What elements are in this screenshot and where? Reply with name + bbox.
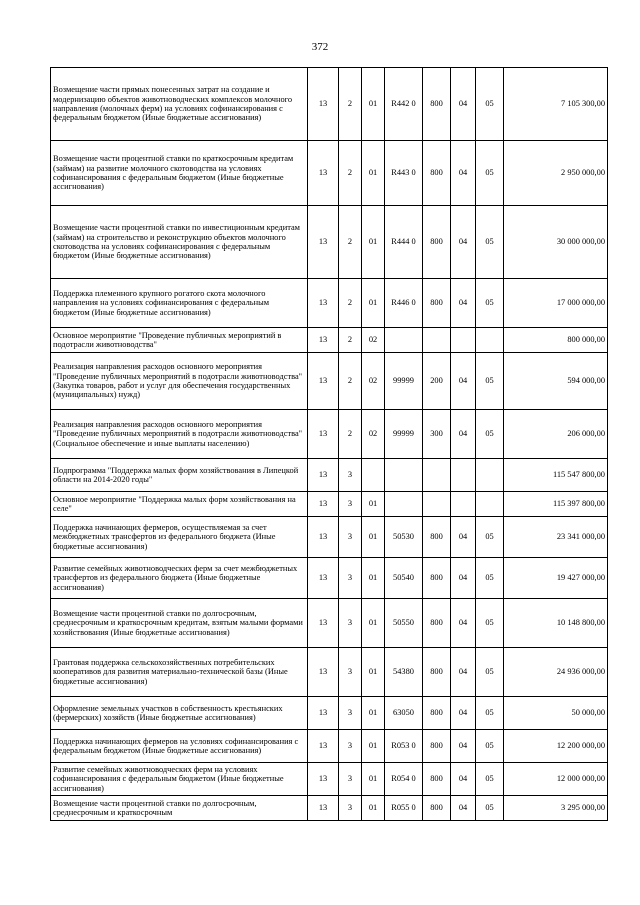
row-name: Возмещение части процентной ставки по долгосрочным, среднесрочным и краткосрочным [51,796,308,821]
amount-value: 23 341 000,00 [504,517,608,558]
table-row [51,763,608,796]
event-code: 01 [362,763,385,796]
table-row [51,206,608,279]
subprogram-code: 3 [339,492,362,517]
row-name: Оформление земельных участков в собственность крестьянских (фермерских) хозяйств (Иные бюджетные ассигнования) [51,697,308,730]
subprogram-code: 3 [339,697,362,730]
expense-type-code [423,492,451,517]
direction-code: R442 0 [385,68,423,141]
section-code: 04 [451,279,476,328]
expense-type-code: 800 [423,206,451,279]
expense-type-code: 800 [423,141,451,206]
direction-code [385,492,423,517]
subsection-code: 05 [476,796,504,821]
row-name: Развитие семейных животноводческих ферм на условиях софинансирования с федеральным бюджетом (Иные бюджетные ассигнования) [51,763,308,796]
subprogram-code: 2 [339,353,362,410]
event-code: 01 [362,599,385,648]
budget-table [50,67,608,821]
row-name: Грантовая поддержка сельскохозяйственных потребительских кооперативов для развития материально-технической базы (Иные бюджетные ассигнования) [51,648,308,697]
event-code: 02 [362,328,385,353]
amount-value: 7 105 300,00 [504,68,608,141]
amount-value: 50 000,00 [504,697,608,730]
program-code: 13 [308,410,339,459]
amount-value: 3 295 000,00 [504,796,608,821]
table-row [51,353,608,410]
expense-type-code: 800 [423,517,451,558]
subprogram-code: 3 [339,459,362,492]
amount-value: 206 000,00 [504,410,608,459]
row-name: Возмещение части процентной ставки по долгосрочным, среднесрочным и краткосрочным кредитам, взятым малыми формами хозяйствования (Иные бюджетные ассигнования) [51,599,308,648]
expense-type-code: 200 [423,353,451,410]
row-name: Возмещение части прямых понесенных затрат на создание и модернизацию объектов животноводческих комплексов молочного направления (молочных ферм) на условиях софинансирования с федеральным бюджетом (Иные бюджетные ассигнования) [51,68,308,141]
program-code: 13 [308,141,339,206]
subsection-code: 05 [476,648,504,697]
event-code: 01 [362,141,385,206]
table-body [51,68,608,821]
row-name: Возмещение части процентной ставки по инвестиционным кредитам (займам) на строительство и реконструкцию объектов молочного скотоводства на условиях софинансирования с федеральным бюджетом (Иные бюджетные ассигнования) [51,206,308,279]
subsection-code: 05 [476,763,504,796]
program-code: 13 [308,492,339,517]
subsection-code: 05 [476,730,504,763]
subsection-code: 05 [476,410,504,459]
subsection-code [476,459,504,492]
direction-code: 54380 [385,648,423,697]
program-code: 13 [308,697,339,730]
program-code: 13 [308,599,339,648]
section-code [451,492,476,517]
expense-type-code [423,459,451,492]
program-code: 13 [308,558,339,599]
subprogram-code: 2 [339,410,362,459]
row-name: Развитие семейных животноводческих ферм за счет межбюджетных трансфертов из федерального бюджета (Иные бюджетные ассигнования) [51,558,308,599]
subprogram-code: 3 [339,599,362,648]
row-name: Возмещение части процентной ставки по краткосрочным кредитам (займам) на развитие молочного скотоводства на условиях софинансирования с федеральным бюджетом (Иные бюджетные ассигнования) [51,141,308,206]
subsection-code: 05 [476,353,504,410]
subsection-code: 05 [476,141,504,206]
table-row [51,279,608,328]
amount-value: 10 148 800,00 [504,599,608,648]
section-code: 04 [451,410,476,459]
event-code: 01 [362,517,385,558]
section-code [451,328,476,353]
row-name: Поддержка племенного крупного рогатого скота молочного направления на условиях софинансирования с федеральным бюджетом (Иные бюджетные ассигнования) [51,279,308,328]
subprogram-code: 2 [339,68,362,141]
subprogram-code: 2 [339,279,362,328]
subsection-code: 05 [476,517,504,558]
expense-type-code: 800 [423,697,451,730]
subprogram-code: 2 [339,141,362,206]
program-code: 13 [308,279,339,328]
table-row [51,410,608,459]
expense-type-code: 800 [423,796,451,821]
expense-type-code: 800 [423,599,451,648]
direction-code: 99999 [385,353,423,410]
row-name: Основное мероприятие "Поддержка малых форм хозяйствования на селе" [51,492,308,517]
direction-code [385,328,423,353]
program-code: 13 [308,353,339,410]
amount-value: 17 000 000,00 [504,279,608,328]
section-code: 04 [451,763,476,796]
subsection-code: 05 [476,206,504,279]
event-code: 02 [362,353,385,410]
expense-type-code: 800 [423,279,451,328]
event-code [362,459,385,492]
subsection-code [476,328,504,353]
program-code: 13 [308,328,339,353]
direction-code: R053 0 [385,730,423,763]
table-row [51,492,608,517]
event-code: 01 [362,492,385,517]
amount-value: 594 000,00 [504,353,608,410]
row-name: Поддержка начинающих фермеров на условиях софинансирования с федеральным бюджетом (Иные бюджетные ассигнования) [51,730,308,763]
row-name: Реализация направления расходов основного мероприятия "Проведение публичных мероприятий в подотрасли животноводства" (Социальное обеспечение и иные выплаты населению) [51,410,308,459]
expense-type-code [423,328,451,353]
section-code: 04 [451,697,476,730]
direction-code: 99999 [385,410,423,459]
section-code: 04 [451,730,476,763]
event-code: 01 [362,697,385,730]
subprogram-code: 2 [339,328,362,353]
section-code: 04 [451,599,476,648]
direction-code: R443 0 [385,141,423,206]
subsection-code: 05 [476,558,504,599]
table-row [51,796,608,821]
subprogram-code: 3 [339,730,362,763]
section-code: 04 [451,796,476,821]
table-row [51,697,608,730]
row-name: Реализация направления расходов основного мероприятия "Проведение публичных мероприятий в подотрасли животноводства" (Закупка товаров, работ и услуг для обеспечения государственных (муниципальных) нужд) [51,353,308,410]
amount-value: 12 000 000,00 [504,763,608,796]
amount-value: 115 547 800,00 [504,459,608,492]
section-code: 04 [451,141,476,206]
program-code: 13 [308,206,339,279]
expense-type-code: 800 [423,730,451,763]
section-code: 04 [451,206,476,279]
section-code: 04 [451,517,476,558]
program-code: 13 [308,730,339,763]
subprogram-code: 3 [339,648,362,697]
table-row [51,558,608,599]
table-row [51,141,608,206]
table-row [51,730,608,763]
subprogram-code: 3 [339,796,362,821]
direction-code: 50540 [385,558,423,599]
amount-value: 24 936 000,00 [504,648,608,697]
row-name: Подпрограмма "Поддержка малых форм хозяйствования в Липецкой области на 2014-2020 годы" [51,459,308,492]
table-row [51,68,608,141]
event-code: 01 [362,648,385,697]
direction-code: R446 0 [385,279,423,328]
subprogram-code: 2 [339,206,362,279]
amount-value: 12 200 000,00 [504,730,608,763]
table-row [51,648,608,697]
event-code: 01 [362,558,385,599]
section-code: 04 [451,648,476,697]
row-name: Поддержка начинающих фермеров, осуществляемая за счет межбюджетных трансфертов из федерального бюджета (Иные бюджетные ассигнования) [51,517,308,558]
event-code: 01 [362,279,385,328]
direction-code: R444 0 [385,206,423,279]
table-row [51,517,608,558]
event-code: 01 [362,730,385,763]
subprogram-code: 3 [339,558,362,599]
program-code: 13 [308,68,339,141]
section-code: 04 [451,558,476,599]
subsection-code: 05 [476,599,504,648]
section-code [451,459,476,492]
subprogram-code: 3 [339,763,362,796]
table-row [51,459,608,492]
subsection-code: 05 [476,68,504,141]
program-code: 13 [308,459,339,492]
subprogram-code: 3 [339,517,362,558]
direction-code: R055 0 [385,796,423,821]
table-row [51,328,608,353]
direction-code: 63050 [385,697,423,730]
expense-type-code: 300 [423,410,451,459]
amount-value: 30 000 000,00 [504,206,608,279]
section-code: 04 [451,68,476,141]
direction-code: 50550 [385,599,423,648]
expense-type-code: 800 [423,648,451,697]
direction-code: R054 0 [385,763,423,796]
subsection-code: 05 [476,279,504,328]
event-code: 02 [362,410,385,459]
amount-value: 19 427 000,00 [504,558,608,599]
amount-value: 800 000,00 [504,328,608,353]
program-code: 13 [308,517,339,558]
direction-code [385,459,423,492]
row-name: Основное мероприятие "Проведение публичных мероприятий в подотрасли животноводства" [51,328,308,353]
expense-type-code: 800 [423,558,451,599]
table-row [51,599,608,648]
event-code: 01 [362,796,385,821]
section-code: 04 [451,353,476,410]
direction-code: 50530 [385,517,423,558]
subsection-code [476,492,504,517]
program-code: 13 [308,796,339,821]
event-code: 01 [362,206,385,279]
event-code: 01 [362,68,385,141]
subsection-code: 05 [476,697,504,730]
amount-value: 115 397 800,00 [504,492,608,517]
expense-type-code: 800 [423,68,451,141]
program-code: 13 [308,763,339,796]
amount-value: 2 950 000,00 [504,141,608,206]
expense-type-code: 800 [423,763,451,796]
program-code: 13 [308,648,339,697]
page-number: 372 [311,41,329,53]
